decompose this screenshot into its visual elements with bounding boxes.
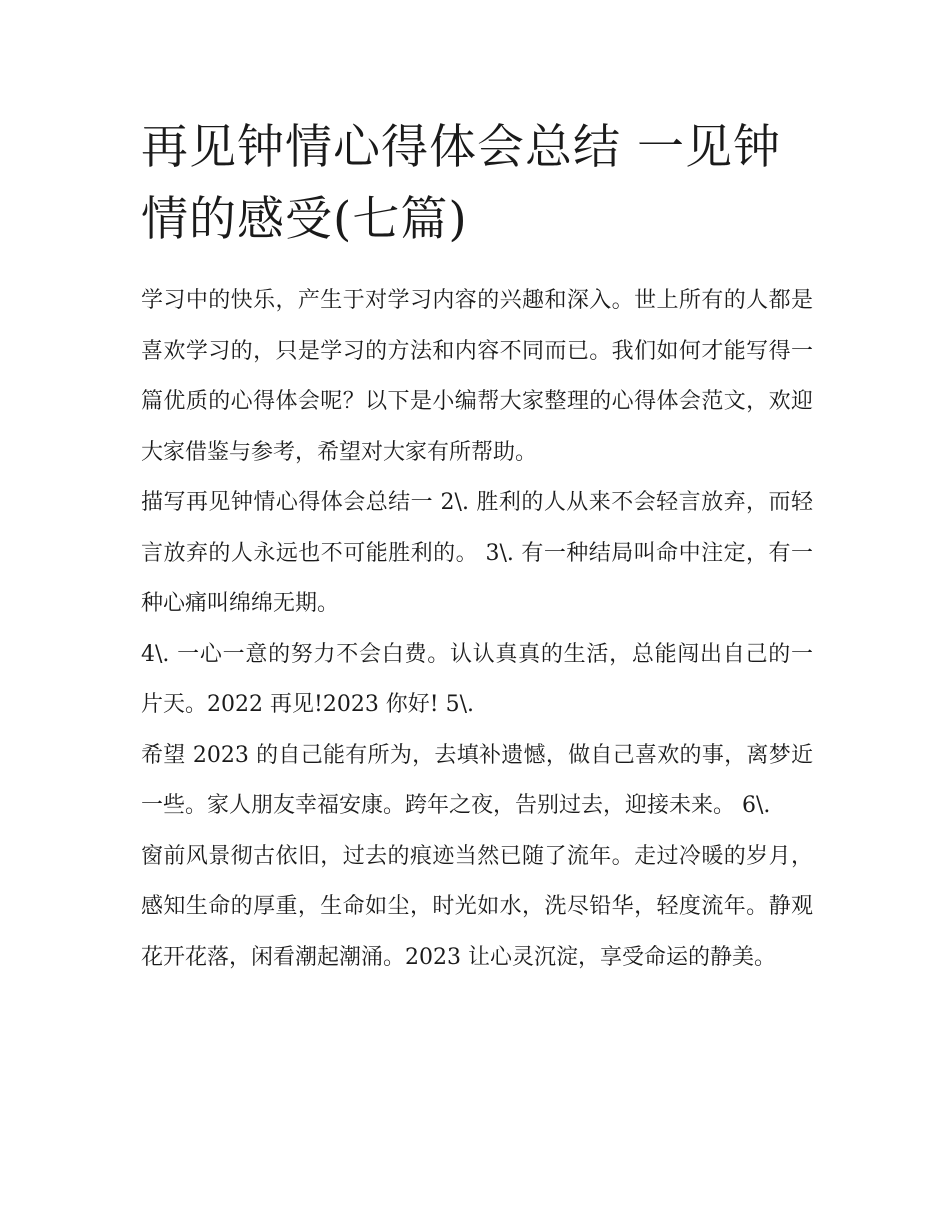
document-page <box>141 112 813 983</box>
paragraph-3: 希望 2023 的自己能有所为，去填补遗憾，做自己喜欢的事，离梦近一些。家人朋友幸福安康。跨年之夜，告别过去，迎接未来。 6\. <box>141 742 813 818</box>
document-title: 再见钟情心得体会总结 一见钟情的感受(七篇) <box>141 120 781 247</box>
paragraph-intro: 学习中的快乐，产生于对学习内容的兴趣和深入。世上所有的人都是喜欢学习的，只是学习的方法和内容不同而已。我们如何才能写得一篇优质的心得体会呢？以下是小编帮大家整理的心得体会范文，欢迎大家借鉴与参考，希望对大家有所帮助。 <box>141 288 813 465</box>
paragraph-4: 窗前风景彻古依旧，过去的痕迹当然已随了流年。走过冷暖的岁月，感知生命的厚重，生命如尘，时光如水，洗尽铅华，轻度流年。静观花开花落，闲看潮起潮涌。2023 让心灵沉淀，享受命运的静美。 <box>141 843 813 970</box>
paragraph-1: 描写再见钟情心得体会总结一 2\. 胜利的人从来不会轻言放弃，而轻言放弃的人永远也不可能胜利的。 3\. 有一种结局叫命中注定，有一种心痛叫绵绵无期。 <box>141 490 813 616</box>
document-body <box>141 276 813 983</box>
paragraph-2: 4\. 一心一意的努力不会白费。认认真真的生活，总能闯出自己的一片天。2022 再见!2023 你好! 5\. <box>141 641 813 717</box>
